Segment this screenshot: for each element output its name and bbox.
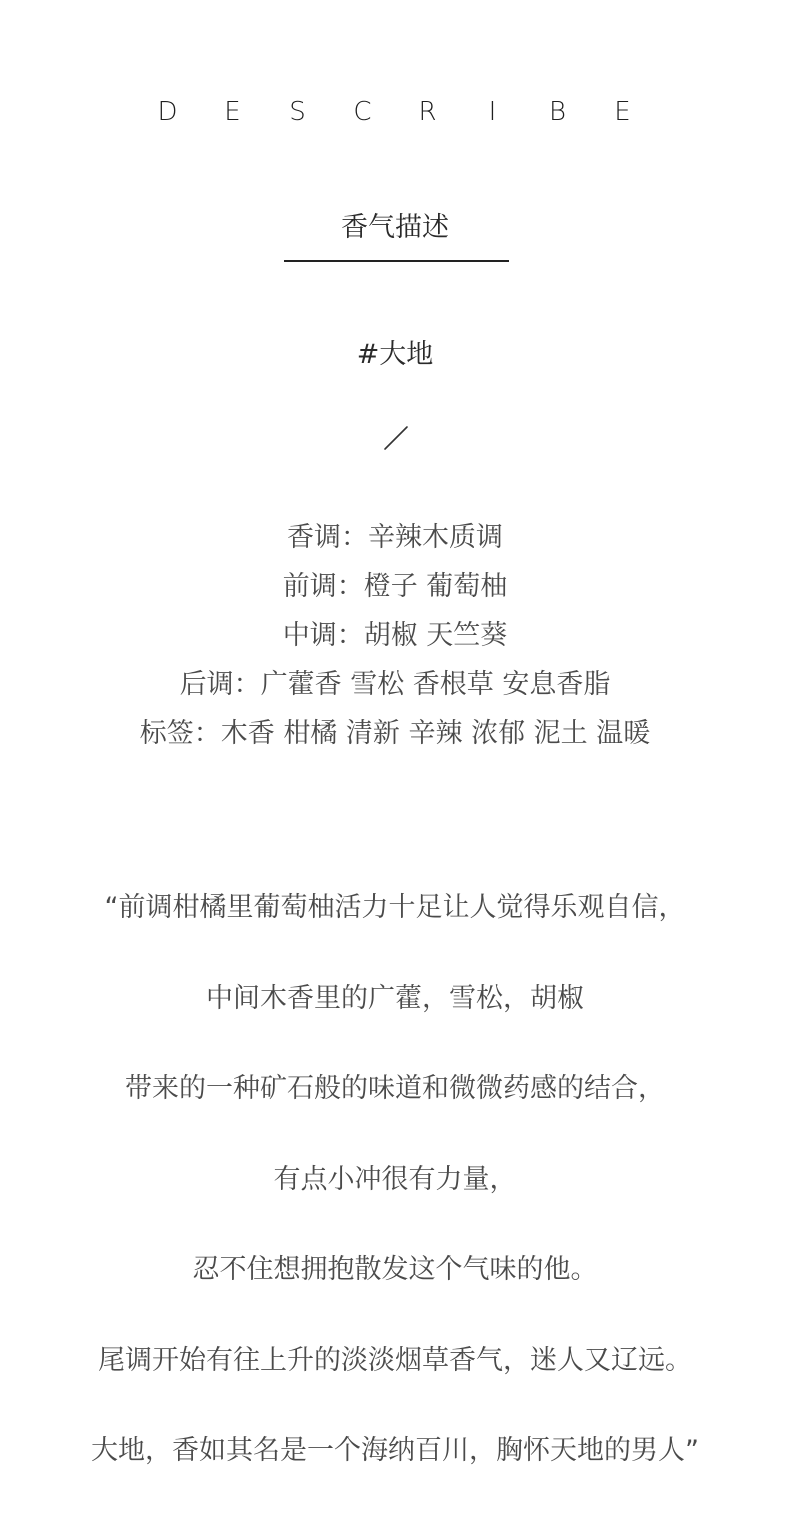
heading-letter: I	[488, 97, 497, 127]
description-quote	[0, 880, 790, 1514]
slash-icon	[382, 424, 410, 452]
section-title: 香气描述	[341, 212, 449, 243]
heading-letter: S	[289, 97, 306, 127]
heading-letter: E	[614, 97, 631, 127]
note-top: 前调：橙子 葡萄柚	[282, 571, 508, 602]
heading-letter: B	[548, 97, 567, 127]
notes-list	[0, 517, 790, 762]
note-base: 后调：广藿香 雪松 香根草 安息香脂	[179, 669, 611, 700]
quote-line: 尾调开始有往上升的淡淡烟草香气，迷人又辽远。	[98, 1344, 692, 1376]
quote-line: 中间木香里的广藿，雪松，胡椒	[206, 982, 584, 1014]
quote-line: 带来的一种矿石般的味道和微微药感的结合，	[125, 1073, 665, 1104]
describe-heading	[0, 96, 790, 128]
quote-line: 有点小冲很有力量，	[273, 1163, 517, 1195]
heading-letter: C	[353, 97, 372, 127]
fragrance-tag: #大地	[356, 339, 434, 370]
note-tags: 标签：木香 柑橘 清新 辛辣 浓郁 泥土 温暖	[139, 718, 651, 749]
heading-letter: D	[157, 97, 178, 127]
heading-letter: R	[418, 97, 437, 127]
title-underline	[284, 260, 509, 262]
note-accord: 香调：辛辣木质调	[287, 522, 503, 553]
quote-line: “前调柑橘里葡萄柚活力十足让人觉得乐观自信，	[104, 892, 686, 923]
heading-letter: E	[224, 97, 241, 127]
quote-line: 忍不住想拥抱散发这个气味的他。	[192, 1254, 598, 1285]
quote-line: 大地，香如其名是一个海纳百川，胸怀天地的男人”	[91, 1435, 699, 1466]
note-middle: 中调：胡椒 天竺葵	[282, 620, 508, 651]
